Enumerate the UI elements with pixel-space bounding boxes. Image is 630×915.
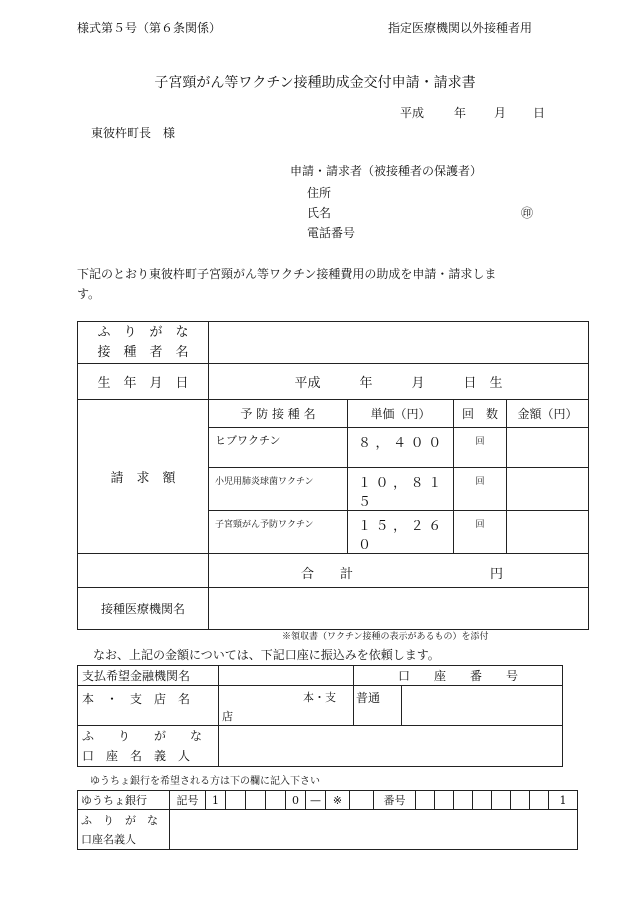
symbol-digit[interactable]: 1 [206, 791, 226, 810]
receipt-note: ※領収書（ワクチン接種の表示があるもの）を添付 [282, 632, 489, 642]
bank-name-label: 支払希望金融機関名 [78, 666, 219, 686]
address-label: 住所 [307, 186, 332, 200]
holder-label: 口 座 名 義 人 [82, 749, 191, 763]
symbol-digit[interactable] [266, 791, 286, 810]
number-label: 番号 [374, 791, 416, 810]
recipient-label: 接 種 者 名 [97, 344, 189, 360]
number-digit[interactable] [473, 791, 492, 810]
yucho-bank-label: ゆうちょ銀行 [78, 791, 170, 810]
branch-suffix-2: 店 [222, 710, 233, 723]
amount-field[interactable] [507, 468, 589, 511]
column-amount: 金額（円） [507, 400, 589, 428]
institution-label: 接種医療機関名 [78, 588, 209, 630]
count-unit[interactable]: 回 [454, 428, 507, 468]
vaccine-name: ヒブワクチン [209, 428, 348, 468]
branch-suffix-1: 本・支 [303, 691, 336, 704]
form-number: 様式第５号（第６条関係） [77, 21, 222, 35]
yucho-holder-field[interactable] [170, 810, 578, 850]
column-count: 回 数 [454, 400, 507, 428]
unit-price: １５，２６０ [348, 511, 454, 554]
furigana-label: ふ り が な [97, 324, 189, 340]
account-number-field[interactable] [402, 686, 563, 726]
holder-label-cell [78, 726, 219, 767]
number-digit[interactable] [530, 791, 549, 810]
billing-amount-label: 請 求 額 [78, 400, 209, 554]
date-era: 平成 [400, 106, 425, 120]
application-table [77, 321, 589, 630]
number-digit[interactable] [416, 791, 435, 810]
name-label: 氏名 [307, 206, 332, 220]
number-digit[interactable] [492, 791, 511, 810]
bank-table [77, 665, 563, 767]
birthdate-field[interactable]: 平成 年 月 日 生 [209, 364, 589, 400]
furigana-label: ふ り が な [81, 813, 158, 827]
number-digit[interactable] [435, 791, 454, 810]
total-label: 合 計 [301, 567, 354, 582]
birthdate-label: 生 年 月 日 [78, 364, 209, 400]
amount-field[interactable] [507, 511, 589, 554]
account-number-label: 口 座 番 号 [354, 666, 563, 686]
recipient-name-label [78, 322, 209, 364]
symbol-digit[interactable] [226, 791, 246, 810]
dash-cell: — [306, 791, 326, 810]
column-unit-price: 単価（円） [348, 400, 454, 428]
bank-name-field[interactable] [219, 666, 354, 686]
total-unit: 円 [490, 567, 504, 582]
holder-label: 口座名義人 [81, 832, 136, 846]
yucho-table [77, 790, 578, 850]
applicant-heading: 申請・請求者（被接種者の保護者） [290, 164, 483, 178]
holder-field[interactable] [219, 726, 563, 767]
branch-label: 本 ・ 支 店 名 [78, 686, 219, 726]
date-month: 月 [494, 106, 507, 120]
unit-price: １０，８１５ [348, 468, 454, 511]
number-digit[interactable] [454, 791, 473, 810]
count-unit[interactable]: 回 [454, 468, 507, 511]
date-year: 年 [454, 106, 467, 120]
count-unit[interactable]: 回 [454, 511, 507, 554]
furigana-label: ふ り が な [82, 729, 203, 743]
yucho-note: ゆうちょ銀行を希望される方は下の欄に記入下さい [90, 776, 320, 787]
column-vaccine-name: 予 防 接 種 名 [209, 400, 348, 428]
number-digit[interactable] [350, 791, 374, 810]
symbol-label: 記号 [170, 791, 206, 810]
total-row[interactable] [209, 554, 589, 588]
date-day: 日 [533, 106, 546, 120]
phone-label: 電話番号 [307, 226, 356, 240]
recipient-name-field[interactable] [209, 322, 589, 364]
intro-line-1: 下記のとおり東彼杵町子宮頸がん等ワクチン接種費用の助成を申請・請求しま [77, 267, 497, 281]
yucho-holder-label-cell [78, 810, 170, 850]
branch-field[interactable] [219, 686, 354, 726]
seal-mark: ㊞ [521, 206, 534, 220]
account-type: 普通 [354, 686, 402, 726]
applicable-label: 指定医療機関以外接種者用 [388, 21, 533, 35]
number-digit[interactable]: 1 [549, 791, 578, 810]
intro-line-2: す。 [77, 287, 101, 301]
document-title: 子宮頸がん等ワクチン接種助成金交付申請・請求書 [154, 75, 476, 91]
addressee: 東彼杵町長 様 [91, 126, 176, 140]
transfer-note: なお、上記の金額については、下記口座に振込みを依頼します。 [93, 648, 440, 662]
unit-price: ８，４００ [348, 428, 454, 468]
vaccine-name: 小児用肺炎球菌ワクチン [209, 468, 348, 511]
amount-field[interactable] [507, 428, 589, 468]
symbol-digit[interactable]: 0 [286, 791, 306, 810]
total-spacer [78, 554, 209, 588]
mark-cell: ※ [326, 791, 350, 810]
number-digit[interactable] [511, 791, 530, 810]
symbol-digit[interactable] [246, 791, 266, 810]
vaccine-name: 子宮頸がん予防ワクチン [209, 511, 348, 554]
institution-field[interactable] [209, 588, 589, 630]
